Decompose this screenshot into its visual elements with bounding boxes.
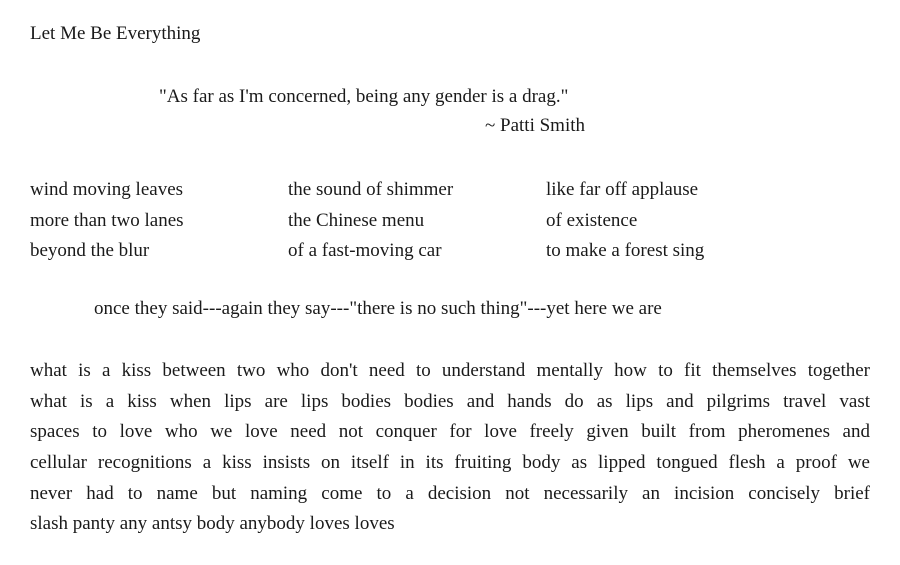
triad-line: the sound of shimmer: [288, 179, 454, 200]
triad-line: like far off applause: [546, 179, 699, 200]
triad-column-1: [30, 175, 184, 267]
prose-line: cellular recognitions a kiss insists on itself in its fruiting body as lipped tongued flesh a proof we: [30, 452, 870, 474]
prose-line: never had to name but naming come to a decision not necessarily an incision concisely brief: [30, 482, 870, 504]
triad-line: beyond the blur: [30, 240, 150, 261]
epigraph-attribution: ~ Patti Smith: [485, 115, 586, 136]
prose-line: what is a kiss when lips are lips bodies bodies and hands do as lips and pilgrims travel vast: [30, 390, 870, 412]
triad-column-3: [546, 175, 704, 267]
prose-line: what is a kiss between two who don't need to understand mentally how to fit themselves together: [30, 360, 870, 381]
triad-line: more than two lanes: [30, 209, 184, 231]
triad-line: of existence: [546, 209, 638, 231]
triad-line: of a fast-moving car: [288, 240, 442, 261]
epigraph-quote: "As far as I'm concerned, being any gender is a drag.": [159, 86, 569, 107]
triad-line: the Chinese menu: [288, 209, 425, 231]
poem-title: Let Me Be Everything: [30, 23, 201, 44]
refrain-line: once they said---again they say---"there is no such thing"---yet here we are: [94, 298, 662, 319]
triad-column-2: [288, 175, 453, 267]
triad-line: wind moving leaves: [30, 179, 184, 200]
prose-stanza: [30, 356, 870, 540]
prose-line: spaces to love who we love need not conquer for love freely given built from pheromenes and: [30, 421, 870, 443]
triad-line: to make a forest sing: [546, 240, 705, 261]
prose-line: slash panty any antsy body anybody loves loves: [30, 513, 395, 535]
